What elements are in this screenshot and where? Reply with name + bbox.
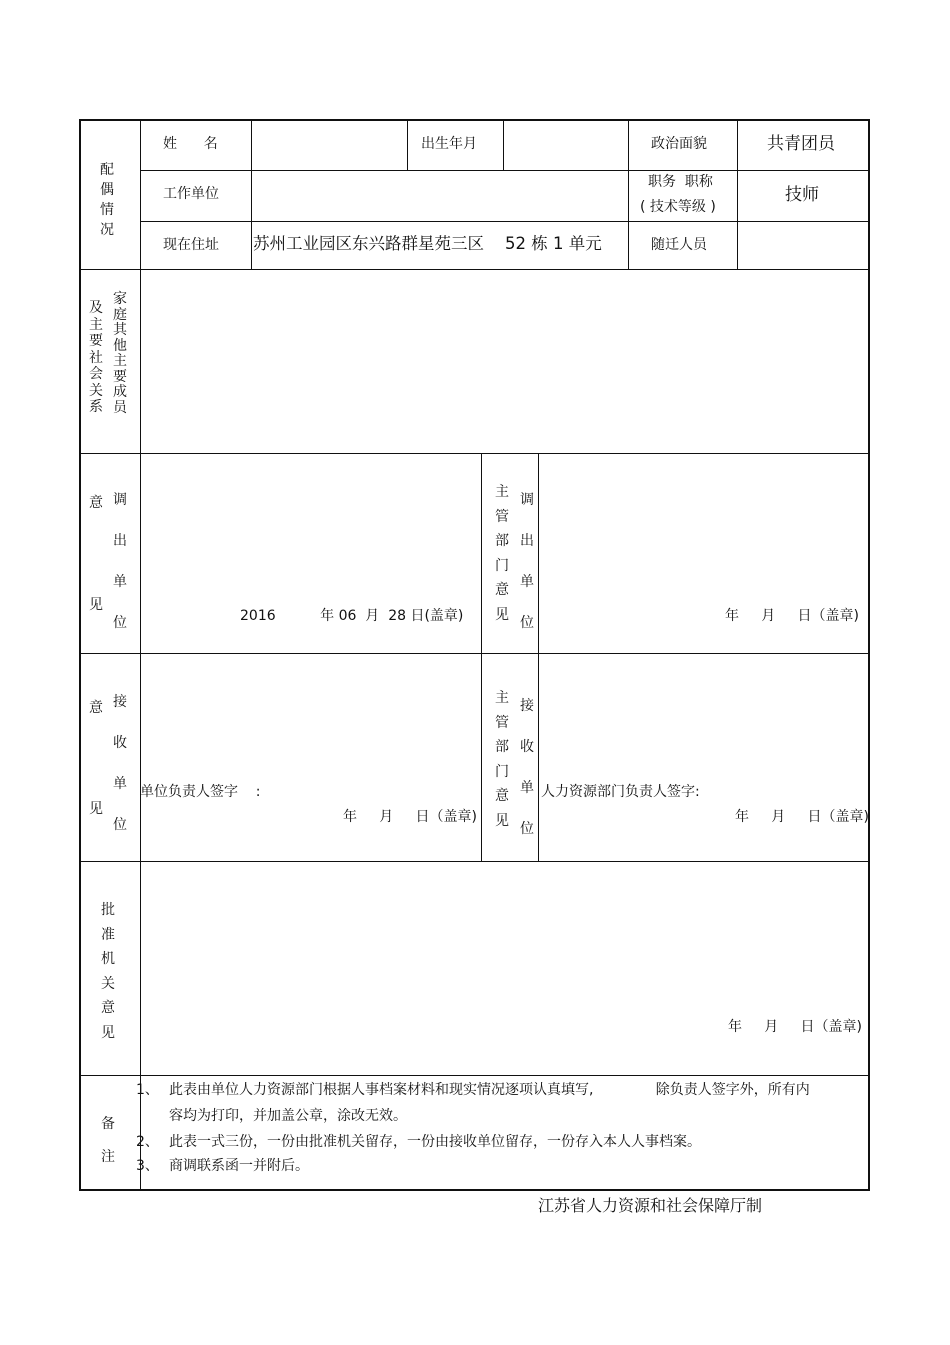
remarks-label: 备 注 xyxy=(101,1116,115,1165)
remark-1-line2: 容均为打印，并加盖公章，涂改无效。 xyxy=(169,1108,407,1124)
address-label: 现在住址 xyxy=(163,237,219,253)
remark-3-number: 3、 xyxy=(136,1158,159,1174)
receive-opinion-label-bottom: 见 xyxy=(89,801,103,817)
receive-unit-sign-label: 单位负责人签字 : xyxy=(140,784,261,800)
receive-unit-label: 接 收 单 位 xyxy=(113,694,127,833)
receive-dept-label-col1: 主 管 部 门 意 见 xyxy=(495,690,509,829)
approval-date: 年 月 日（盖章) xyxy=(728,1019,862,1035)
receive-dept-sign-field[interactable] xyxy=(715,780,865,802)
col-divider xyxy=(538,453,539,862)
approval-opinion-field[interactable] xyxy=(142,863,867,1013)
receive-dept-sign-label: 人力资源部门负责人签字: xyxy=(541,784,700,800)
transfer-out-unit-date: 2016 年 06 月 28 日(盖章) xyxy=(240,608,464,624)
transfer-out-unit-opinion-field[interactable] xyxy=(142,455,480,600)
remark-2-text: 此表一式三份，一份由批准机关留存，一份由接收单位留存，一份存入本人人事档案。 xyxy=(169,1134,701,1150)
receive-opinion-label-top: 意 xyxy=(89,700,103,716)
family-label-col2: 及 主 要 社 会 关 系 xyxy=(89,300,103,415)
job-title-sublabel: ( 技术等级 ) xyxy=(640,199,716,215)
political-status-label: 政治面貌 xyxy=(651,136,707,152)
row-divider xyxy=(140,221,869,222)
col-divider xyxy=(251,119,252,270)
family-members-field[interactable] xyxy=(142,271,867,452)
transfer-out-opinion-label-top: 意 xyxy=(89,495,103,511)
row-divider xyxy=(140,170,869,171)
transfer-out-dept-opinion-field[interactable] xyxy=(540,455,867,600)
receive-unit-date: 年 月 日（盖章) xyxy=(343,809,477,825)
accompany-label: 随迁人员 xyxy=(651,237,707,253)
transfer-out-opinion-label-bottom: 见 xyxy=(89,597,103,613)
section-divider xyxy=(79,453,870,454)
approval-label: 批 准 机 关 意 见 xyxy=(101,902,115,1041)
work-unit-label: 工作单位 xyxy=(163,186,219,202)
remark-3-text: 商调联系函一并附后。 xyxy=(169,1158,309,1174)
receive-dept-label-col2: 接 收 单 位 xyxy=(520,698,534,837)
col-divider xyxy=(628,119,629,270)
table-border-left xyxy=(79,119,81,1191)
section-divider xyxy=(79,861,870,862)
section-divider xyxy=(79,1075,870,1076)
transfer-out-unit-label: 调 出 单 位 xyxy=(113,492,127,631)
col-divider xyxy=(737,119,738,270)
table-border-bottom xyxy=(79,1189,870,1191)
family-label-col1: 家 庭 其 他 主 要 成 员 xyxy=(113,291,127,416)
table-border-right xyxy=(868,119,870,1191)
col-divider xyxy=(503,119,504,170)
receive-unit-sign-field[interactable] xyxy=(300,780,470,802)
receive-dept-date: 年 月 日（盖章) xyxy=(735,809,869,825)
col-divider xyxy=(481,453,482,862)
birth-date-label: 出生年月 xyxy=(421,136,477,152)
job-title-label: 职务 职称 xyxy=(648,174,713,190)
transfer-out-dept-label-col1: 主 管 部 门 意 见 xyxy=(495,484,509,623)
address-value: 苏州工业园区东兴路群星苑三区 52 栋 1 单元 xyxy=(253,234,602,253)
remark-1-line1: 此表由单位人力资源部门根据人事档案材料和现实情况逐项认真填写, 除负责人签字外，所有内 xyxy=(169,1082,810,1098)
spouse-section-label: 配 偶 情 况 xyxy=(100,162,114,238)
remark-1-number: 1、 xyxy=(136,1082,159,1098)
section-divider xyxy=(79,653,870,654)
issuer-footer: 江苏省人力资源和社会保障厅制 xyxy=(538,1196,763,1215)
job-title-value: 技师 xyxy=(785,185,819,205)
remark-2-number: 2、 xyxy=(136,1134,159,1150)
col-divider xyxy=(407,119,408,170)
transfer-out-dept-label-col2: 调 出 单 位 xyxy=(520,492,534,631)
table-border-top xyxy=(79,119,870,121)
name-label: 姓 名 xyxy=(163,136,218,152)
section-divider xyxy=(79,269,870,270)
political-status-value: 共青团员 xyxy=(767,134,835,154)
transfer-out-dept-date: 年 月 日（盖章) xyxy=(725,608,859,624)
